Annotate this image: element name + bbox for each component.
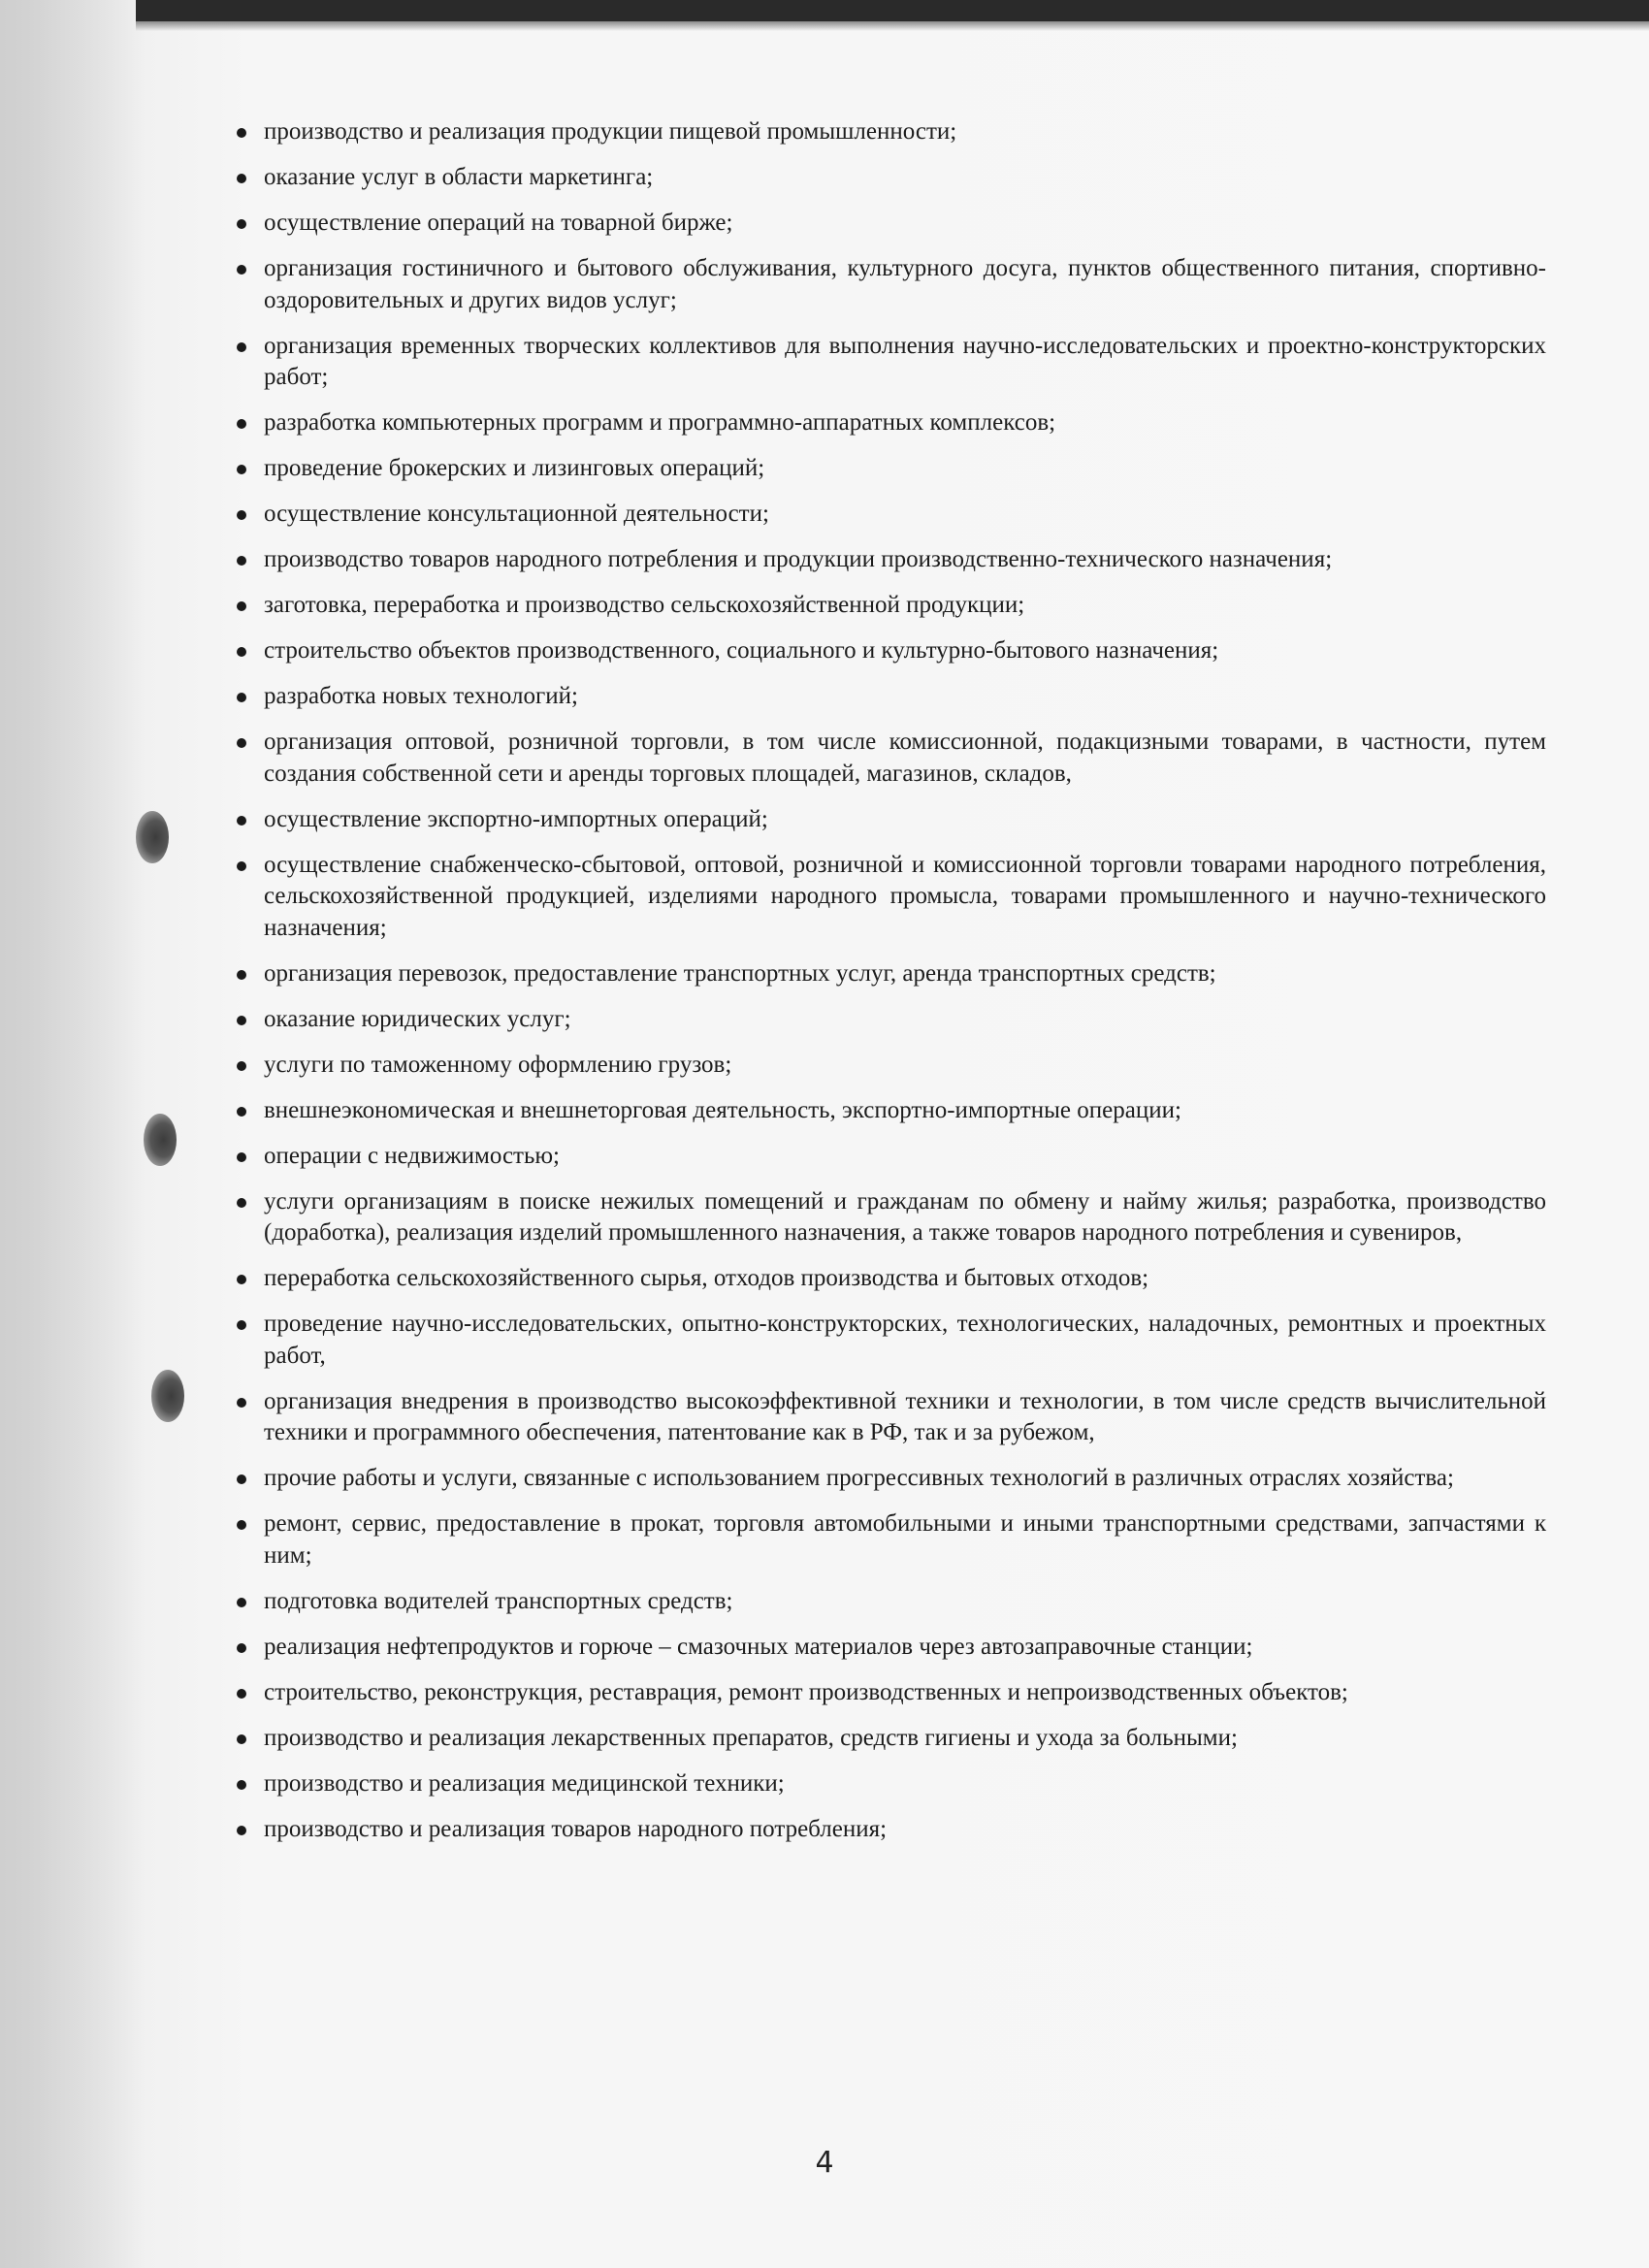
bullet-icon: [237, 861, 246, 871]
list-item-text: производство и реализация лекарственных препаратов, средств гигиены и ухода за больными;: [264, 1724, 1238, 1751]
bullet-icon: [237, 419, 246, 429]
list-item-text: организация оптовой, розничной торговли, в том числе комиссионной, подакцизными товарами, в частности, путем создания собственной сети и аренды торговых площадей, магазинов, складов,: [264, 729, 1546, 787]
list-item: [235, 958, 1546, 990]
punch-hole: [136, 811, 169, 863]
list-item: [235, 727, 1546, 790]
bullet-icon: [237, 1016, 246, 1025]
list-item: [235, 453, 1546, 485]
list-item-text: подготовка водителей транспортных средств;: [264, 1587, 733, 1614]
list-item-text: производство и реализация товаров народного потребления;: [264, 1815, 888, 1842]
list-item: [235, 1632, 1546, 1664]
list-item: [235, 253, 1546, 316]
list-item: [235, 1814, 1546, 1846]
binding-shadow: [0, 0, 146, 2268]
list-item: [235, 1095, 1546, 1127]
bullet-icon: [237, 174, 246, 183]
list-item: [235, 162, 1546, 194]
list-item-text: осуществление снабженческо-сбытовой, оптовой, розничной и комиссионной торговли товарами народного потребления, сельскохозяйственной продукцией, изделиями народного промысла, товарами промышленного и научно-технического назначения;: [264, 851, 1546, 941]
list-item-text: оказание юридических услуг;: [264, 1005, 571, 1032]
list-item-text: реализация нефтепродуктов и горюче – смазочных материалов через автозаправочные станции;: [264, 1633, 1253, 1660]
list-item: [235, 1677, 1546, 1709]
list-item: [235, 850, 1546, 945]
list-item-text: организация внедрения в производство высокоэффективной техники и технологии, в том числе средств вычислительной техники и программного обеспечения, патентование как в РФ, так и за рубежом,: [264, 1387, 1546, 1445]
list-item: [235, 407, 1546, 439]
activity-list: [235, 116, 1546, 1860]
list-item: [235, 116, 1546, 148]
bullet-icon: [237, 556, 246, 566]
list-item: [235, 1050, 1546, 1082]
list-item: [235, 1004, 1546, 1036]
list-item-text: услуги организациям в поиске нежилых помещений и гражданам по обмену и найму жилья; разработка, производство (доработка), реализация изделий промышленного назначения, а также товаров народного потребления и сувениров,: [264, 1187, 1546, 1246]
bullet-icon: [237, 647, 246, 657]
bullet-icon: [237, 342, 246, 352]
list-item: [235, 635, 1546, 667]
bullet-icon: [237, 1826, 246, 1835]
bullet-icon: [237, 1474, 246, 1484]
bullet-icon: [237, 1643, 246, 1653]
bullet-icon: [237, 1320, 246, 1330]
list-item-text: проведение брокерских и лизинговых операций;: [264, 455, 765, 481]
bullet-icon: [237, 128, 246, 138]
list-item-text: организация гостиничного и бытового обслуживания, культурного досуга, пунктов общественного питания, спортивно-оздоровительных и других видов услуг;: [264, 255, 1546, 313]
list-item-text: проведение научно-исследовательских, опытно-конструкторских, технологических, наладочных, ремонтных и проектных работ,: [264, 1311, 1546, 1369]
list-item-text: производство товаров народного потребления и продукции производственно-технического назначения;: [264, 546, 1333, 572]
list-item: [235, 1263, 1546, 1295]
bullet-icon: [237, 265, 246, 275]
bullet-icon: [237, 1780, 246, 1790]
bullet-icon: [237, 693, 246, 702]
list-item: [235, 1723, 1546, 1755]
bullet-icon: [237, 1689, 246, 1699]
list-item-text: строительство, реконструкция, реставрация, ремонт производственных и непроизводственных объектов;: [264, 1678, 1348, 1705]
bullet-icon: [237, 970, 246, 980]
list-item-text: осуществление экспортно-импортных операций;: [264, 805, 768, 832]
list-item-text: организация временных творческих коллективов для выполнения научно-исследовательских и проектно-конструкторских работ;: [264, 332, 1546, 390]
bullet-icon: [237, 1734, 246, 1744]
list-item: [235, 499, 1546, 531]
list-item: [235, 681, 1546, 713]
bullet-icon: [237, 1152, 246, 1162]
list-item-text: услуги по таможенному оформлению грузов;: [264, 1051, 732, 1078]
bullet-icon: [237, 1598, 246, 1607]
list-item-text: операции с недвижимостью;: [264, 1142, 560, 1169]
bullet-icon: [237, 1520, 246, 1530]
scan-top-edge: [136, 0, 1649, 21]
bullet-icon: [237, 510, 246, 520]
list-item: [235, 1309, 1546, 1372]
list-item: [235, 1508, 1546, 1571]
list-item: [235, 1386, 1546, 1449]
list-item-text: заготовка, переработка и производство сельскохозяйственной продукции;: [264, 592, 1025, 618]
list-item: [235, 544, 1546, 576]
list-item-text: переработка сельскохозяйственного сырья, отходов производства и бытовых отходов;: [264, 1265, 1149, 1291]
list-item: [235, 590, 1546, 622]
list-item: [235, 1141, 1546, 1173]
list-item: [235, 1186, 1546, 1249]
list-item: [235, 208, 1546, 240]
bullet-icon: [237, 601, 246, 611]
list-item: [235, 1768, 1546, 1800]
list-item: [235, 331, 1546, 394]
list-item-text: осуществление консультационной деятельности;: [264, 501, 769, 527]
bullet-icon: [237, 1061, 246, 1071]
list-item-text: осуществление операций на товарной бирже;: [264, 210, 733, 236]
list-item-text: внешнеэкономическая и внешнеторговая деятельность, экспортно-импортные операции;: [264, 1096, 1181, 1123]
bullet-icon: [237, 219, 246, 229]
list-item-text: ремонт, сервис, предоставление в прокат, торговля автомобильными и иными транспортными средствами, запчастями к ним;: [264, 1510, 1546, 1569]
bullet-icon: [237, 1275, 246, 1284]
bullet-icon: [237, 738, 246, 748]
list-item-text: производство и реализация медицинской техники;: [264, 1769, 785, 1797]
list-item-text: разработка новых технологий;: [264, 683, 578, 709]
list-item-text: производство и реализация продукции пищевой промышленности;: [264, 118, 957, 145]
bullet-icon: [237, 1398, 246, 1408]
page-number: 4: [815, 2146, 834, 2180]
list-item-text: прочие работы и услуги, связанные с использованием прогрессивных технологий в различных отраслях хозяйства;: [264, 1465, 1454, 1491]
list-item: [235, 804, 1546, 836]
list-item-text: организация перевозок, предоставление транспортных услуг, аренда транспортных средств;: [264, 959, 1216, 987]
list-item: [235, 1586, 1546, 1618]
list-item-text: оказание услуг в области маркетинга;: [264, 164, 654, 190]
list-item: [235, 1463, 1546, 1495]
list-item-text: строительство объектов производственного, социального и культурно-бытового назначения;: [264, 637, 1219, 664]
list-item-text: разработка компьютерных программ и программно-аппаратных комплексов;: [264, 409, 1056, 436]
bullet-icon: [237, 465, 246, 474]
punch-hole: [144, 1114, 177, 1166]
bullet-icon: [237, 1107, 246, 1117]
scan-top-edge-fade: [136, 21, 1649, 31]
punch-hole: [151, 1370, 184, 1422]
bullet-icon: [237, 1198, 246, 1208]
bullet-icon: [237, 816, 246, 826]
